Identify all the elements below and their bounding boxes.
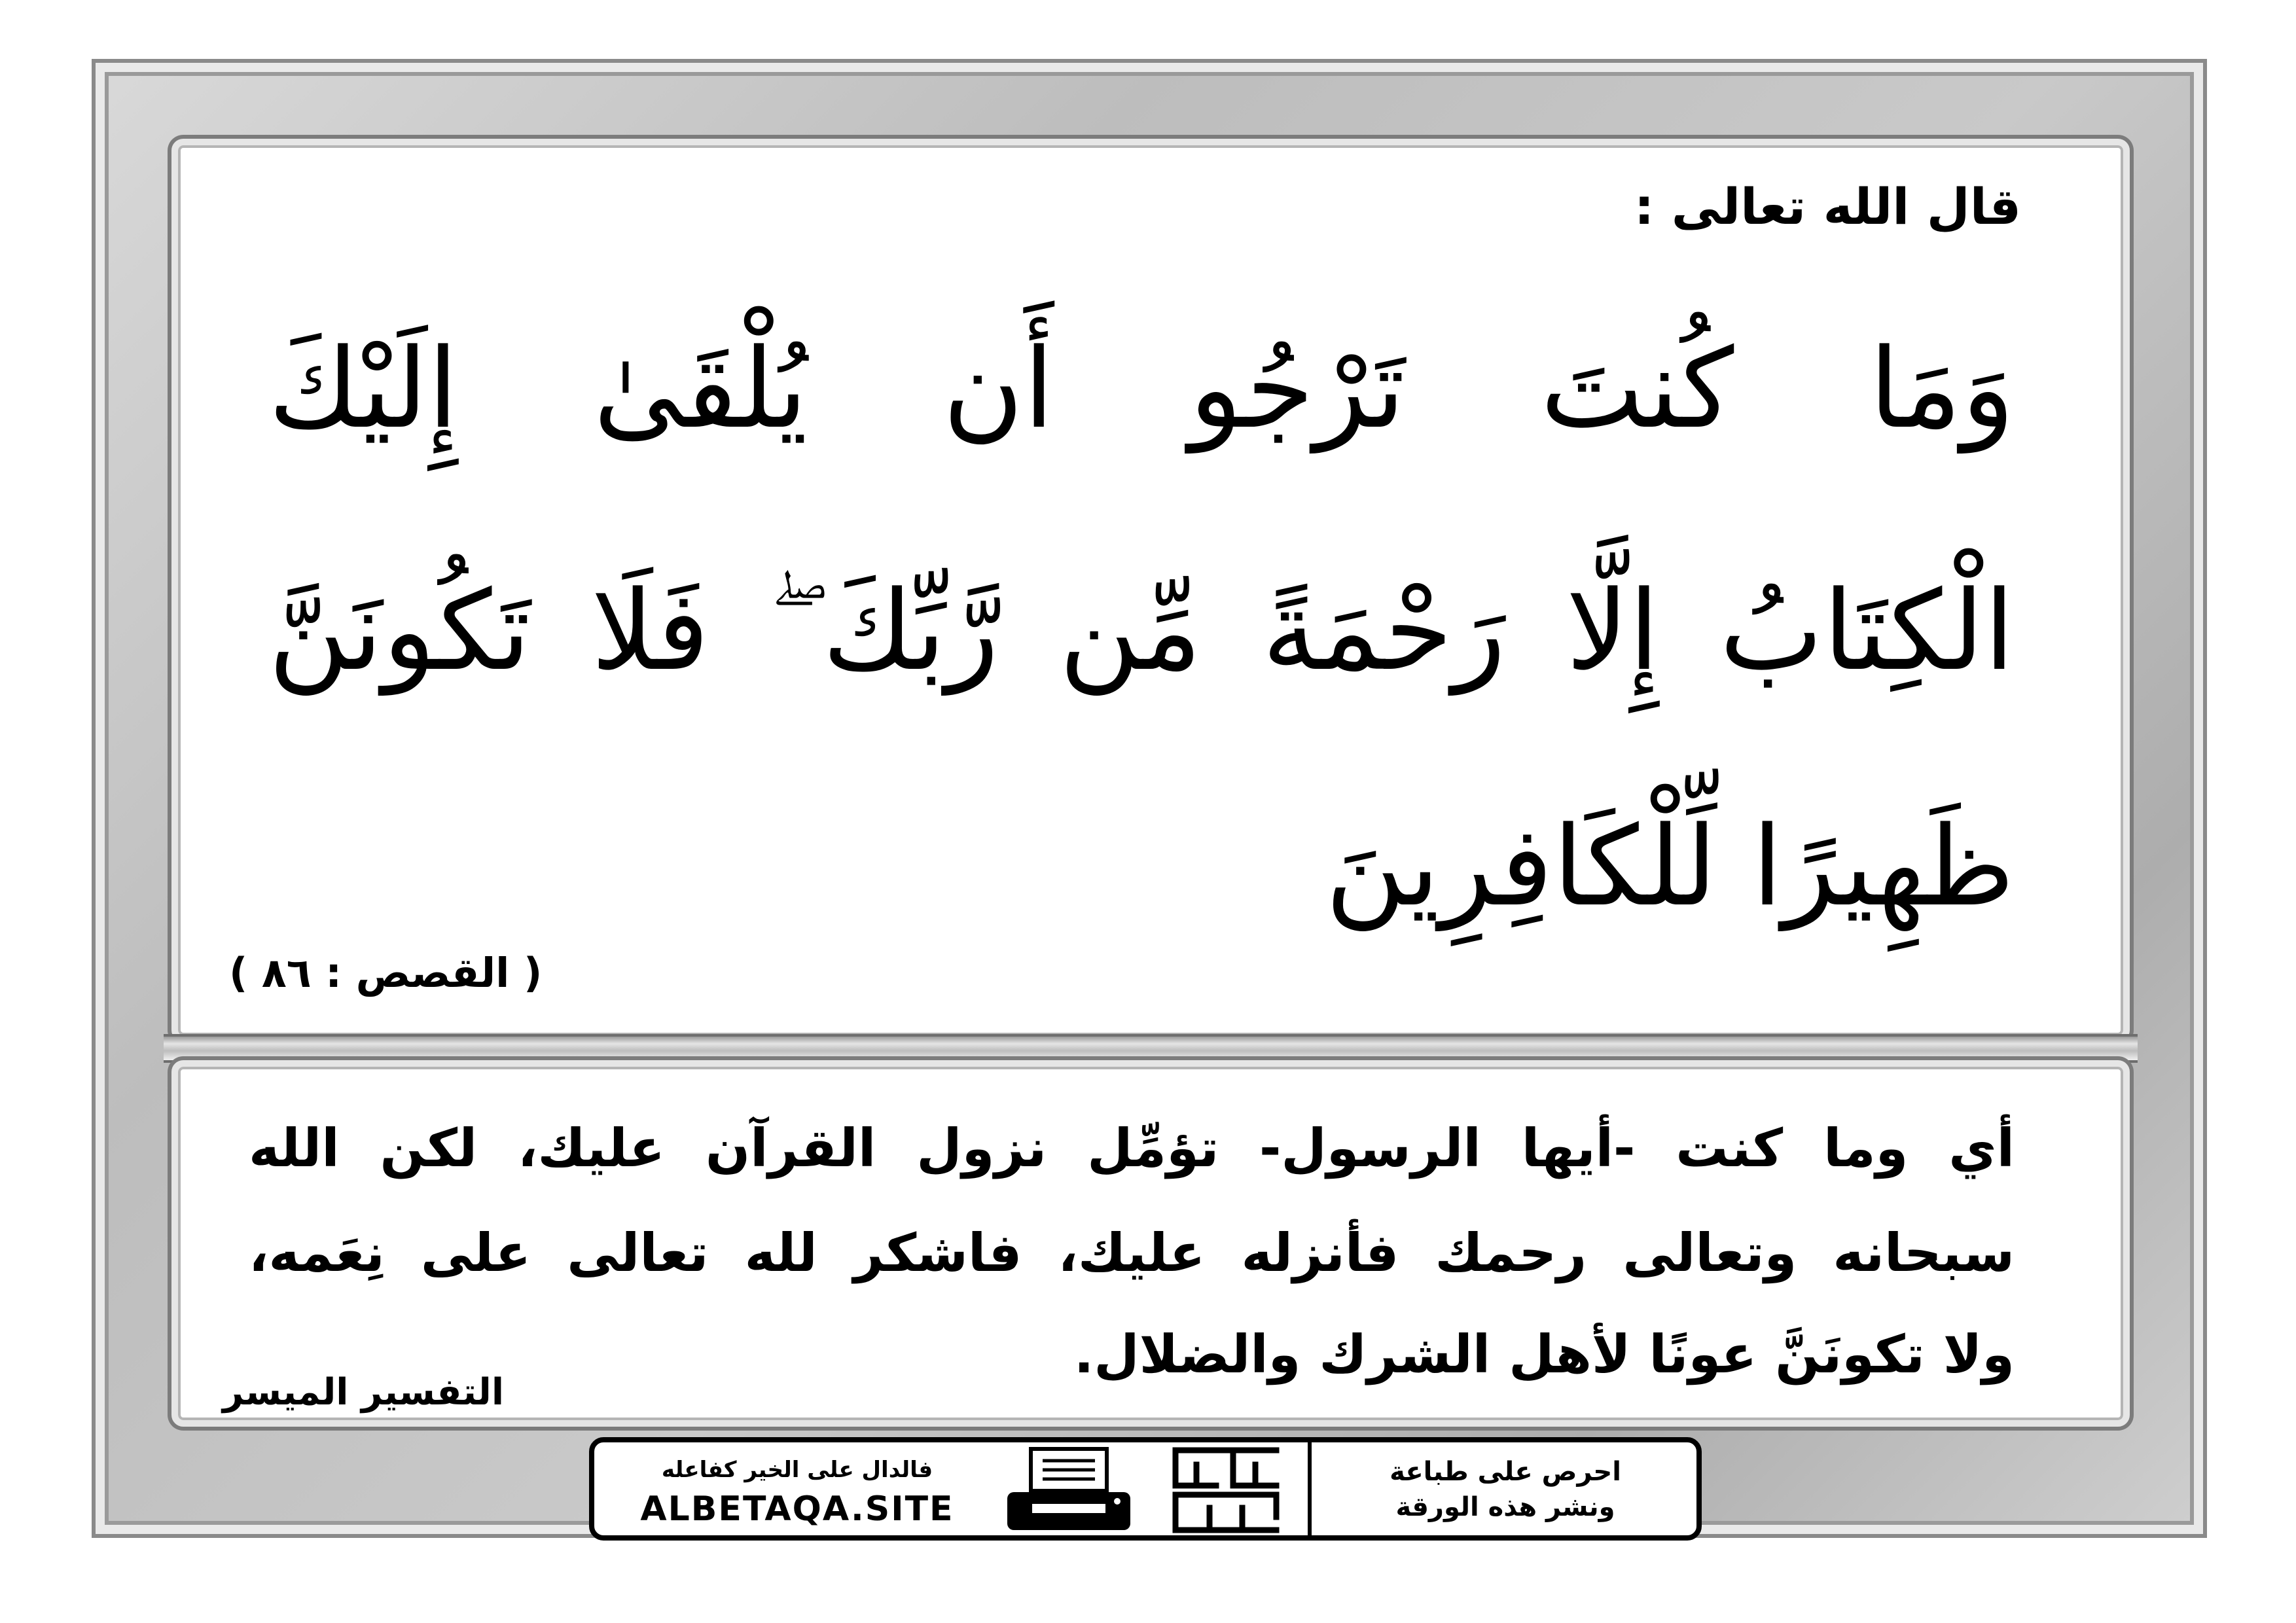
footer-slogan: فالدال على الخير كفاعله [661, 1457, 933, 1483]
printer-icon [1003, 1446, 1134, 1533]
footer-call-block [1314, 1442, 1696, 1535]
footer-separator [1308, 1442, 1312, 1535]
tafsir-line: سبحانه وتعالى رحمك فأنزله عليك، فاشكر لله تعالى على نِعَمه، [249, 1222, 2015, 1283]
tafsir-line: ولا تكونَنَّ عونًا لأهل الشرك والضلال. [1073, 1324, 2015, 1385]
tafsir-line: أي وما كنت -أيها الرسول- تؤمِّل نزول القرآن عليك، لكن الله [249, 1118, 2015, 1179]
footer-call-line: احرص على طباعة [1390, 1457, 1621, 1487]
logo-icon [1170, 1445, 1282, 1535]
verse-line: ظَهِيرًا لِّلْكَافِرِينَ [1325, 802, 2015, 931]
verse-line: وَمَا كُنتَ تَرْجُو أَن يُلْقَىٰ إِلَيْكَ [268, 325, 2015, 453]
verse-line: الْكِتَابُ إِلَّا رَحْمَةً مِّن رَّبِّكَ ۖ فَلَا تَكُونَنَّ [268, 567, 2015, 695]
intro-label: قال الله تعالى : [1634, 177, 2021, 236]
footer-site-block [594, 1442, 1000, 1535]
site-link[interactable]: ALBETAQA.SITE [640, 1489, 954, 1529]
footer-bar [589, 1437, 1702, 1541]
verse-reference: ( القصص : ٨٦ ) [229, 949, 543, 997]
tafsir-source: التفسير الميسر [223, 1371, 505, 1414]
panel-divider [164, 1034, 2138, 1063]
footer-call-line: ونشر هذه الورقة [1395, 1492, 1615, 1522]
